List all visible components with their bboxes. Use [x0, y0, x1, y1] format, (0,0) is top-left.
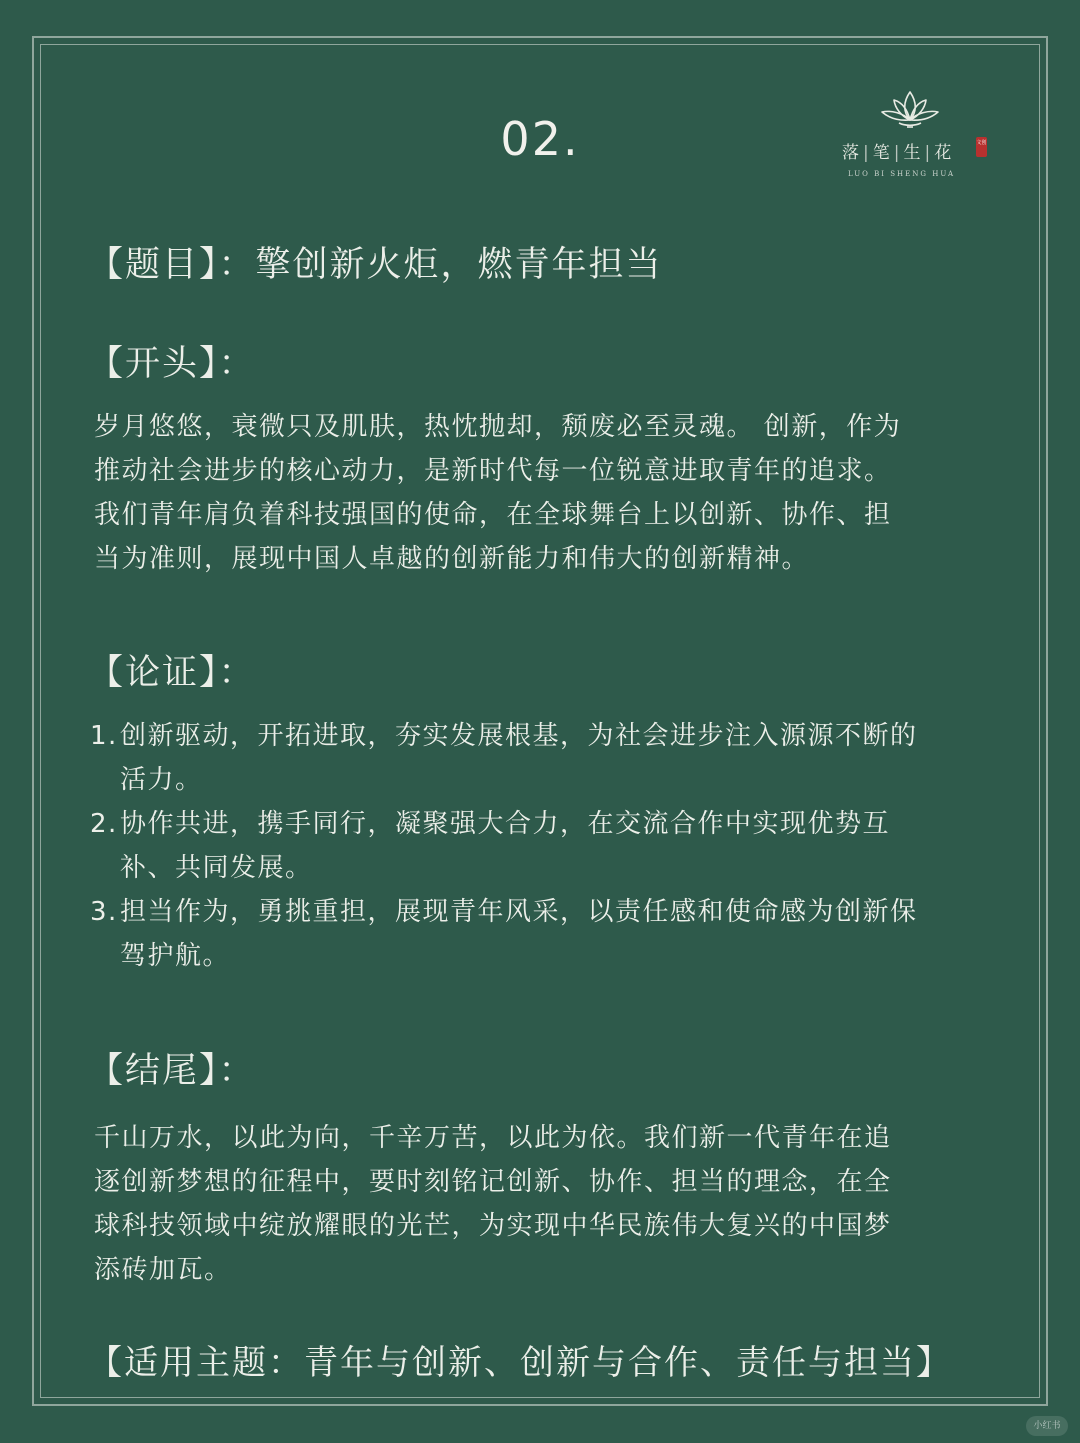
ending-heading: 【结尾】： [88, 1051, 256, 1091]
list-number: 1. [90, 721, 118, 751]
list-number: 2. [90, 809, 118, 839]
list-line: 协作共进，携手同行，凝聚强大合力，在交流合作中实现优势互 [120, 809, 891, 839]
page-number: 02. [500, 112, 580, 166]
brand-logo [842, 88, 992, 180]
list-line: 活力。 [120, 765, 203, 795]
list-line: 担当作为，勇挑重担，展现青年风采，以责任感和使命感为创新保 [120, 897, 918, 927]
list-line: 补、共同发展。 [120, 853, 313, 883]
watermark-badge: 小红书 [1026, 1416, 1068, 1436]
paragraph-line: 逐创新梦想的征程中，要时刻铭记创新、协作、担当的理念，在全 [94, 1167, 892, 1197]
paragraph-line: 推动社会进步的核心动力，是新时代每一位锐意进取青年的追求。 [94, 456, 892, 486]
ending-paragraph [94, 1116, 1014, 1292]
opening-heading: 【开头】： [88, 344, 256, 384]
essay-title: 【题目】：擎创新火炬，燃青年担当 [88, 245, 663, 285]
opening-paragraph [94, 405, 1014, 581]
brand-name: 落 | 笔 | 生 | 花 [842, 143, 952, 163]
list-number: 3. [90, 897, 118, 927]
argument-heading: 【论证】： [88, 653, 256, 693]
list-item [90, 714, 1020, 802]
argument-list [90, 714, 1020, 978]
list-item [90, 802, 1020, 890]
list-item [90, 890, 1020, 978]
paragraph-line: 千山万水，以此为向，千辛万苦，以此为依。我们新一代青年在追 [94, 1123, 892, 1153]
seal-stamp: 文创 [976, 137, 987, 157]
applicable-topics: 【适用主题：青年与创新、创新与合作、责任与担当】 [88, 1343, 952, 1383]
paragraph-line: 添砖加瓦。 [94, 1255, 232, 1285]
paragraph-line: 当为准则，展现中国人卓越的创新能力和伟大的创新精神。 [94, 544, 810, 574]
paragraph-line: 球科技领域中绽放耀眼的光芒，为实现中华民族伟大复兴的中国梦 [94, 1211, 892, 1241]
brand-pinyin: LUO BI SHENG HUA [848, 170, 956, 178]
paragraph-line: 岁月悠悠，衰微只及肌肤，热忱抛却，颓废必至灵魂。 创新，作为 [94, 412, 902, 442]
list-line: 驾护航。 [120, 941, 231, 971]
paragraph-line: 我们青年肩负着科技强国的使命，在全球舞台上以创新、协作、担 [94, 500, 892, 530]
list-line: 创新驱动，开拓进取，夯实发展根基，为社会进步注入源源不断的 [120, 721, 918, 751]
lotus-icon [877, 88, 943, 130]
